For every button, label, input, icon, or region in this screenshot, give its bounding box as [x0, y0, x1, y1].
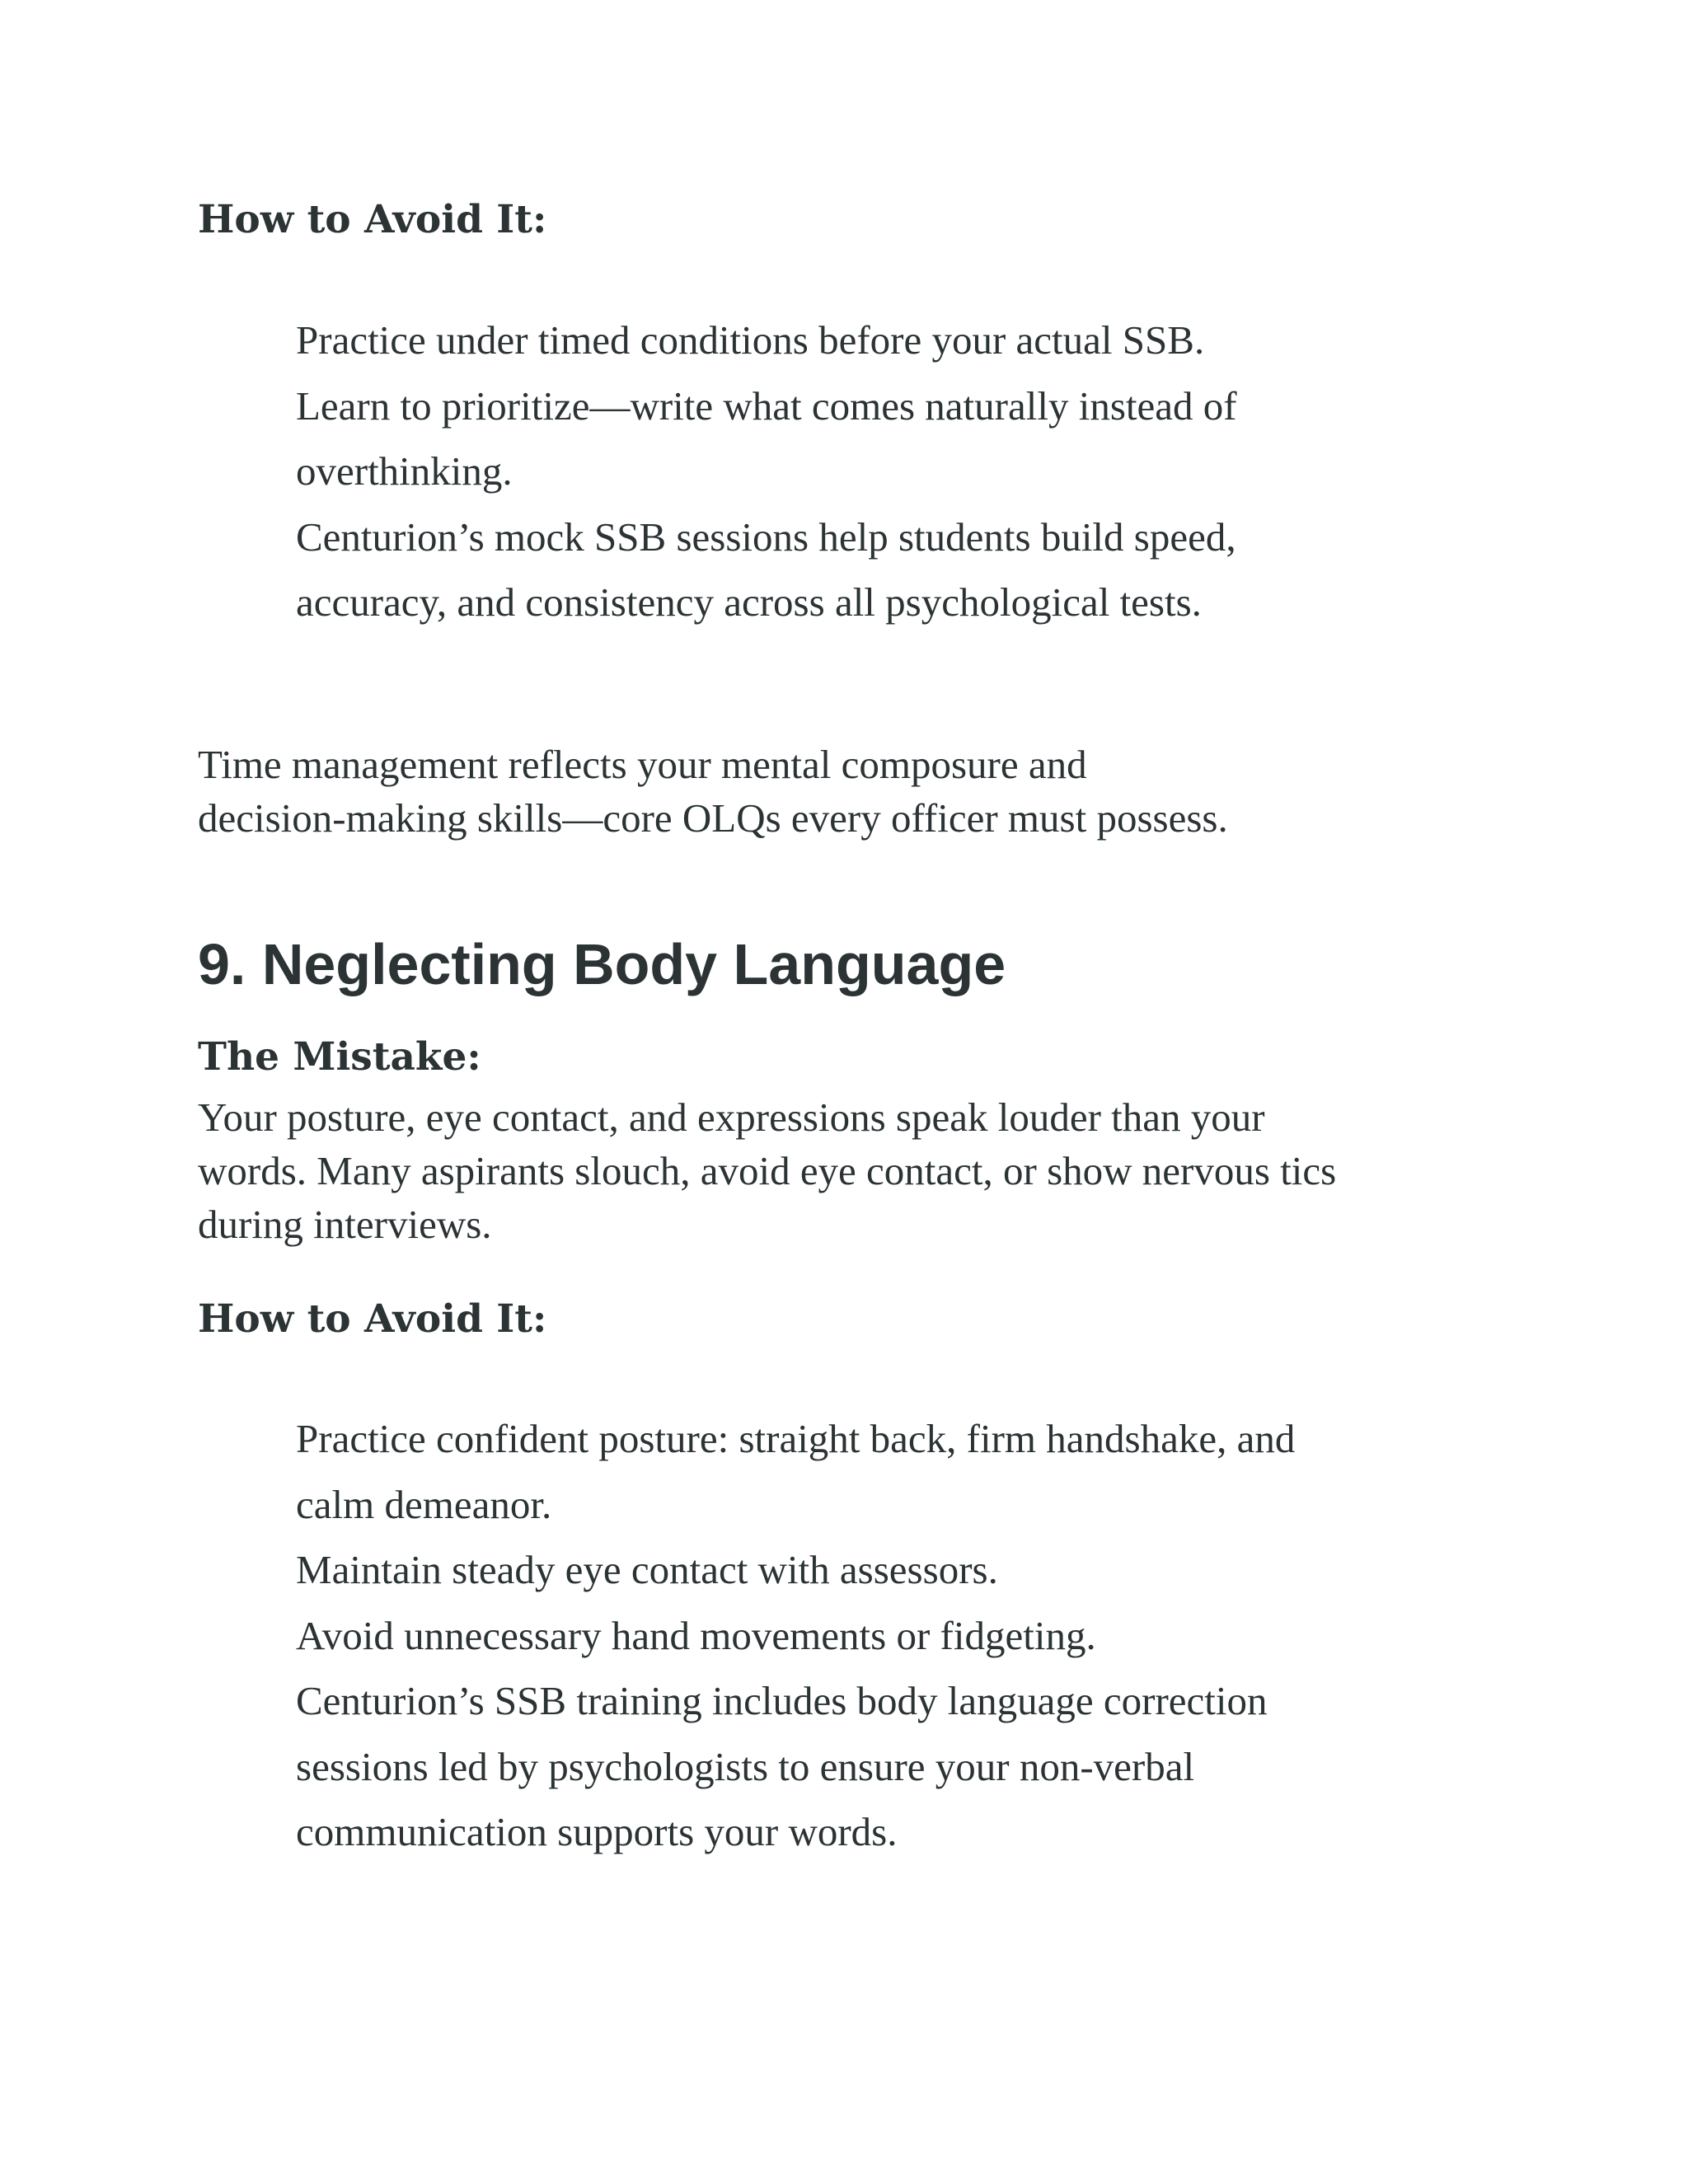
paragraph-line: Time management reflects your mental composure and [198, 742, 1087, 787]
paragraph-line: decision-making skills—core OLQs every officer must possess. [198, 795, 1228, 841]
tip-line: Learn to prioritize—write what comes naturally instead of [296, 382, 1237, 429]
tip-line: Practice confident posture: straight back, firm handshake, and [296, 1416, 1296, 1461]
tips-list-section-8 [296, 307, 1237, 635]
tip-line: Centurion’s SSB training includes body language correction [296, 1678, 1268, 1723]
how-to-avoid-heading-section-8: How to Avoid It: [198, 197, 547, 242]
tip-line: Avoid unnecessary hand movements or fidgeting. [296, 1612, 1096, 1658]
paragraph-line: Your posture, eye contact, and expressions speak louder than your [198, 1094, 1265, 1140]
tip-item [296, 1668, 1295, 1865]
paragraph-line: during interviews. [198, 1202, 492, 1247]
tip-item [296, 373, 1237, 504]
tip-line: communication supports your words. [296, 1809, 898, 1854]
tip-item [296, 1406, 1295, 1537]
tip-line: Practice under timed conditions before your actual SSB. [296, 317, 1205, 363]
tip-item [296, 504, 1237, 635]
tip-line: sessions led by psychologists to ensure your non-verbal [296, 1743, 1195, 1789]
tip-line: overthinking. [296, 448, 513, 494]
tip-item [296, 307, 1237, 373]
tip-line: calm demeanor. [296, 1481, 552, 1527]
mistake-heading: The Mistake: [198, 1034, 481, 1080]
how-to-avoid-heading-section-9: How to Avoid It: [198, 1296, 547, 1342]
mistake-paragraph [198, 1090, 1533, 1251]
closing-paragraph [198, 738, 1533, 845]
tips-list-section-9 [296, 1406, 1295, 1865]
tip-line: Centurion’s mock SSB sessions help students build speed, [296, 513, 1236, 560]
tip-line: Maintain steady eye contact with assessors. [296, 1547, 998, 1592]
section-title: 9. Neglecting Body Language [198, 932, 1006, 996]
paragraph-line: words. Many aspirants slouch, avoid eye contact, or show nervous tics [198, 1148, 1337, 1193]
tip-item [296, 1603, 1295, 1669]
tip-line: accuracy, and consistency across all psychological tests. [296, 579, 1202, 625]
tip-item [296, 1537, 1295, 1603]
